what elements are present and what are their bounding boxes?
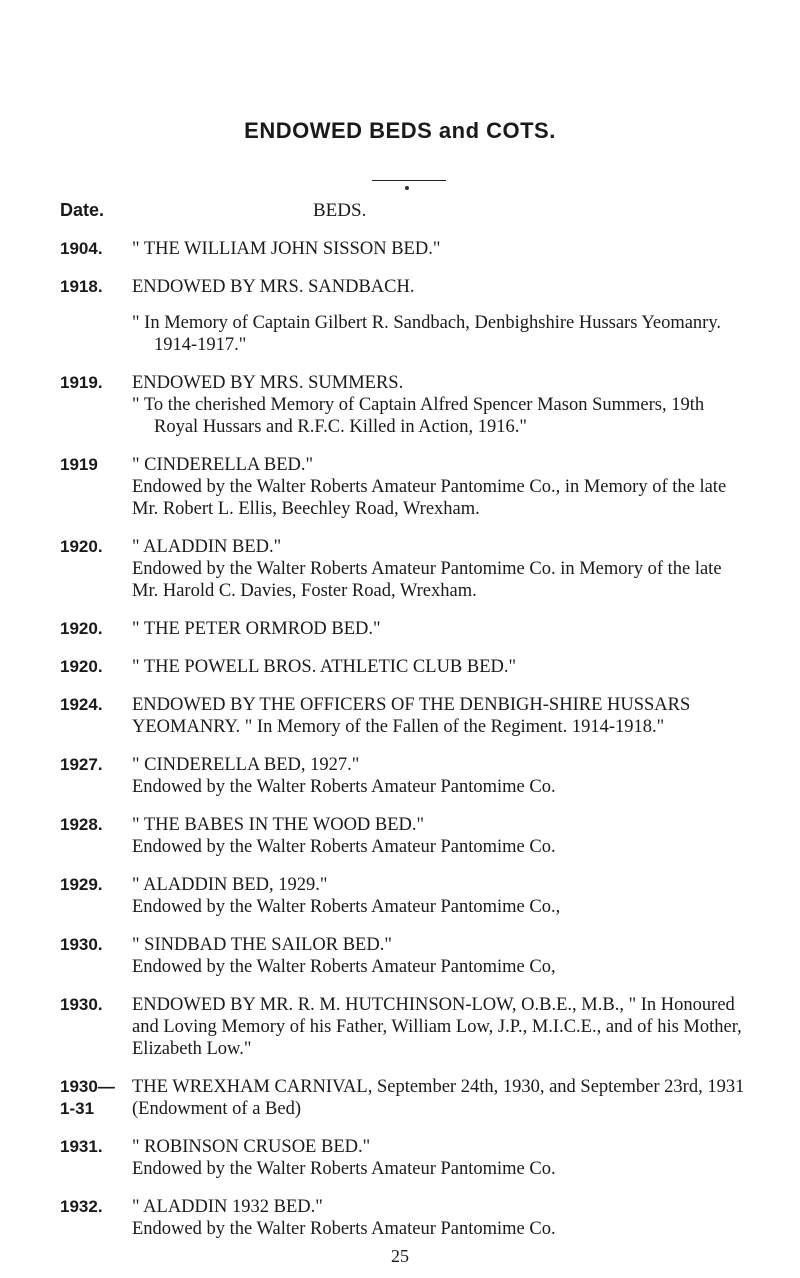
page-number: 25 <box>391 1246 409 1266</box>
entry-line: Endowed by the Walter Roberts Amateur Pantomime Co. <box>132 777 556 797</box>
entry-line: ENDOWED BY MRS. SUMMERS. <box>132 373 404 393</box>
entry-line: Endowed by the Walter Roberts Amateur Pantomime Co. <box>132 837 556 857</box>
entry-line: Endowed by the Walter Roberts Amateur Pantomime Co. in Memory of the late Mr. Harold C. Davies, Foster Road, Wrexham. <box>132 559 722 601</box>
entry-line: " ROBINSON CRUSOE BED." <box>132 1137 371 1157</box>
entry-date: 1920. <box>60 657 103 676</box>
entry-line: " ALADDIN BED." <box>132 537 282 557</box>
entry-date: 1931. <box>60 1137 103 1156</box>
entry-line: " SINDBAD THE SAILOR BED." <box>132 935 392 955</box>
entry-line: ENDOWED BY MR. R. M. HUTCHINSON-LOW, O.B.E., M.B., " In Honoured and Loving Memory of his Father, William Low, J.P., M.I.C.E., and of his Mother, Elizabeth Low." <box>132 995 742 1059</box>
entry-date: 1927. <box>60 755 103 774</box>
entry-date: 1928. <box>60 815 103 834</box>
entry-line: " ALADDIN 1932 BED." <box>132 1197 323 1217</box>
entry-date: 1930. <box>60 935 103 954</box>
entry-line: ENDOWED BY THE OFFICERS OF THE DENBIGH-SHIRE HUSSARS YEOMANRY. " In Memory of the Fallen of the Regiment. 1914-1918." <box>132 695 691 737</box>
beds-column-header: BEDS. <box>313 200 367 221</box>
entry-line: Endowed by the Walter Roberts Amateur Pantomime Co. <box>132 1219 556 1239</box>
entry-line: " THE POWELL BROS. ATHLETIC CLUB BED." <box>132 657 517 677</box>
entry-date: 1932. <box>60 1197 103 1216</box>
entry-line: " THE BABES IN THE WOOD BED." <box>132 815 425 835</box>
entry-line: " To the cherished Memory of Captain Alfred Spencer Mason Summers, 19th Royal Hussars and R.F.C. Killed in Action, 1916." <box>132 395 705 437</box>
entry-line: ENDOWED BY MRS. SANDBACH. <box>132 277 415 297</box>
date-column-header: Date. <box>60 200 105 220</box>
entry-line: " THE WILLIAM JOHN SISSON BED." <box>132 239 441 259</box>
entry-line: THE WREXHAM CARNIVAL, September 24th, 1930, and September 23rd, 1931 (Endowment of a Bed) <box>132 1077 745 1119</box>
entry-line: " ALADDIN BED, 1929." <box>132 875 328 895</box>
entry-line: Endowed by the Walter Roberts Amateur Pantomime Co. <box>132 1159 556 1179</box>
entry-date: 1920. <box>60 537 103 556</box>
title-rule <box>372 180 446 181</box>
entry-date: 1919 <box>60 455 98 474</box>
entry-line: " CINDERELLA BED, 1927." <box>132 755 360 775</box>
entry-line: " THE PETER ORMROD BED." <box>132 619 381 639</box>
entry-line: Endowed by the Walter Roberts Amateur Pantomime Co., in Memory of the late Mr. Robert L. Ellis, Beechley Road, Wrexham. <box>132 477 727 519</box>
entry-date: 1930— 1-31 <box>60 1077 115 1118</box>
entry-line: " In Memory of Captain Gilbert R. Sandbach, Denbighshire Hussars Yeomanry. 1914-1917." <box>132 313 722 355</box>
entry-date: 1930. <box>60 995 103 1014</box>
entry-date: 1920. <box>60 619 103 638</box>
entry-date: 1918. <box>60 277 103 296</box>
entry-date: 1919. <box>60 373 103 392</box>
entry-line: " CINDERELLA BED." <box>132 455 314 475</box>
entry-line: Endowed by the Walter Roberts Amateur Pantomime Co, <box>132 957 556 977</box>
entry-date: 1929. <box>60 875 103 894</box>
entry-date: 1904. <box>60 239 103 258</box>
entry-line: Endowed by the Walter Roberts Amateur Pantomime Co., <box>132 897 561 917</box>
page-title: ENDOWED BEDS and COTS. <box>244 118 556 143</box>
entry-date: 1924. <box>60 695 103 714</box>
rule-dot <box>405 186 409 190</box>
